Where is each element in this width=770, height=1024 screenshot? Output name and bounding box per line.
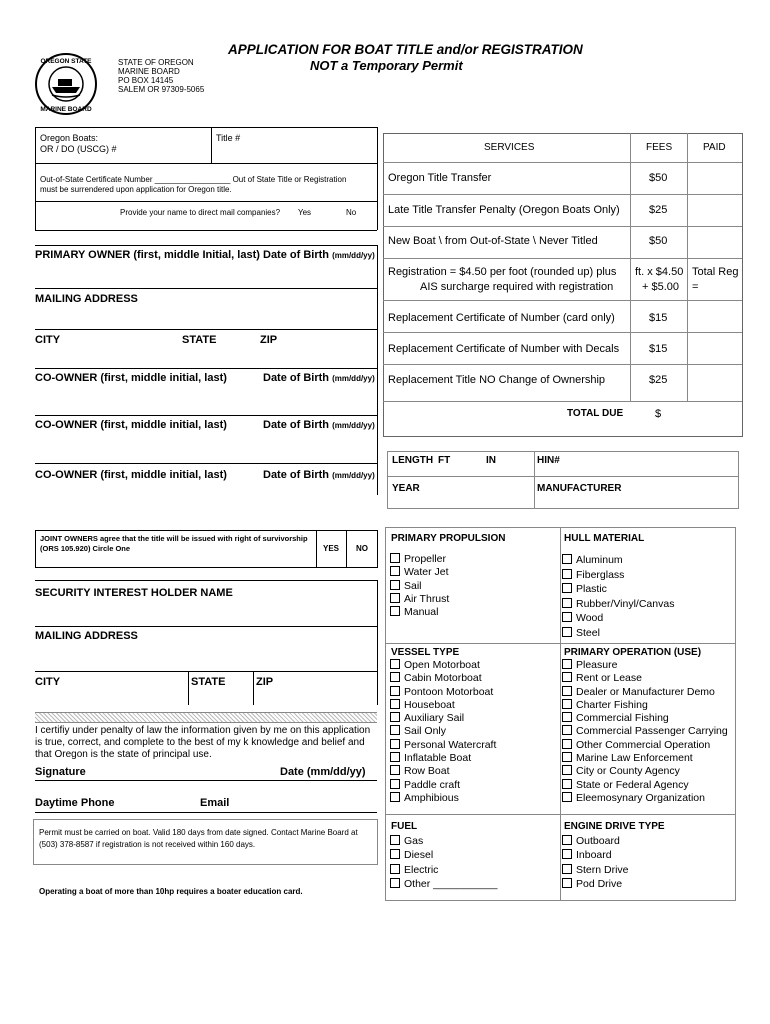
city-label: CITY <box>35 334 61 346</box>
oregon-marine-board-seal <box>34 52 98 116</box>
out-of-state-certificate-label: Out-of-State Certificate Number _________________ Out of State Title or Registration <box>40 175 347 184</box>
vessel-auxiliary-sail[interactable]: Auxiliary Sail <box>390 712 496 725</box>
fee-new-boat: $50 <box>649 235 668 247</box>
fee-late-title-penalty: $25 <box>649 204 668 216</box>
total-reg-equals: = <box>692 281 699 293</box>
joint-owners-yes[interactable]: YES <box>323 544 340 553</box>
co-owner-3-label: CO-OWNER (first, middle initial, last) <box>35 469 227 481</box>
paid-replacement-title[interactable] <box>690 368 738 396</box>
fees-header: FEES <box>646 142 673 153</box>
service-replacement-card: Replacement Certificate of Number (card only) <box>388 312 615 324</box>
zip-label: ZIP <box>260 334 278 346</box>
propulsion-propeller[interactable]: Propeller <box>390 553 449 566</box>
primary-propulsion-list <box>390 553 449 619</box>
operation-city-county-agency[interactable]: City or County Agency <box>562 765 728 778</box>
fuel-diesel[interactable]: Diesel <box>390 848 497 862</box>
agency-line-2: MARINE BOARD <box>118 67 180 76</box>
hull-steel[interactable]: Steel <box>562 626 674 641</box>
agency-line-3: PO BOX 14145 <box>118 76 174 85</box>
service-oregon-title-transfer: Oregon Title Transfer <box>388 172 492 184</box>
primary-owner-dob-label: Date of Birth (mm/dd/yy) <box>263 249 375 261</box>
operation-marine-law-enforcement[interactable]: Marine Law Enforcement <box>562 752 728 765</box>
out-of-state-surrender-note: must be surrendered upon application for Oregon title. <box>40 185 232 194</box>
paid-header: PAID <box>703 142 726 153</box>
paid-replacement-decals[interactable] <box>690 336 738 362</box>
fuel-other[interactable]: Other ___________ <box>390 877 497 891</box>
mailing-address-label: MAILING ADDRESS <box>35 293 138 305</box>
service-new-boat: New Boat \ from Out-of-State \ Never Titled <box>388 235 598 247</box>
engine-drive-list <box>562 834 629 891</box>
operation-pleasure[interactable]: Pleasure <box>562 659 728 672</box>
title-number-label: Title # <box>216 133 241 143</box>
fuel-gas[interactable]: Gas <box>390 834 497 848</box>
fuel-heading: FUEL <box>391 821 418 832</box>
mailing-address-input[interactable] <box>35 307 375 327</box>
vessel-houseboat[interactable]: Houseboat <box>390 699 496 712</box>
service-replacement-title: Replacement Title NO Change of Ownership <box>388 374 606 386</box>
vessel-paddle-craft[interactable]: Paddle craft <box>390 779 496 792</box>
drive-pod-drive[interactable]: Pod Drive <box>562 877 629 891</box>
hull-fiberglass[interactable]: Fiberglass <box>562 568 674 583</box>
daytime-phone-label: Daytime Phone <box>35 797 115 809</box>
operation-rent-or-lease[interactable]: Rent or Lease <box>562 672 728 685</box>
security-state-label: STATE <box>191 676 226 688</box>
vessel-open-motorboat[interactable]: Open Motorboat <box>390 659 496 672</box>
vessel-type-list <box>390 659 496 805</box>
divider-band <box>35 712 377 723</box>
security-mailing-address-input[interactable] <box>35 644 375 668</box>
operation-commercial-fishing[interactable]: Commercial Fishing <box>562 712 728 725</box>
co-owner-1-input[interactable] <box>35 386 375 412</box>
vessel-row-boat[interactable]: Row Boat <box>390 765 496 778</box>
co-owner-2-label: CO-OWNER (first, middle initial, last) <box>35 419 227 431</box>
hull-wood[interactable]: Wood <box>562 611 674 626</box>
fuel-list <box>390 834 497 891</box>
propulsion-manual[interactable]: Manual <box>390 606 449 619</box>
drive-outboard[interactable]: Outboard <box>562 834 629 848</box>
fee-registration-ais: + $5.00 <box>642 281 680 293</box>
direct-mail-question: Provide your name to direct mail companies? <box>120 208 281 217</box>
hull-rubber-vinyl-canvas[interactable]: Rubber/Vinyl/Canvas <box>562 597 674 612</box>
vessel-sail-only[interactable]: Sail Only <box>390 725 496 738</box>
boater-education-note: Operating a boat of more than 10hp requires a boater education card. <box>39 887 303 896</box>
signature-label: Signature <box>35 766 86 778</box>
vessel-inflatable-boat[interactable]: Inflatable Boat <box>390 752 496 765</box>
service-registration-ais: AIS surcharge required with registration <box>420 281 614 293</box>
vessel-type-heading: VESSEL TYPE <box>391 647 460 658</box>
joint-owners-text-2: (ORS 105.920) Circle One <box>40 544 131 553</box>
email-label: Email <box>200 797 230 809</box>
agency-line-1: STATE OF OREGON <box>118 58 194 67</box>
propulsion-sail[interactable]: Sail <box>390 580 449 593</box>
primary-owner-input[interactable] <box>35 263 375 285</box>
security-interest-label: SECURITY INTEREST HOLDER NAME <box>35 587 233 599</box>
security-zip-label: ZIP <box>256 676 274 688</box>
operation-other-commercial[interactable]: Other Commercial Operation <box>562 739 728 752</box>
length-label: LENGTH <box>392 455 434 466</box>
vessel-personal-watercraft[interactable]: Personal Watercraft <box>390 739 496 752</box>
svg-text:MARINE BOARD: MARINE BOARD <box>40 106 92 113</box>
manufacturer-label: MANUFACTURER <box>537 483 622 494</box>
manufacturer-input[interactable] <box>620 480 734 504</box>
length-ft-label: FT <box>438 455 451 466</box>
hull-material-list <box>562 553 674 640</box>
operation-charter-fishing[interactable]: Charter Fishing <box>562 699 728 712</box>
security-city-label: CITY <box>35 676 61 688</box>
services-header: SERVICES <box>484 142 535 153</box>
signature-input[interactable] <box>90 764 270 780</box>
paid-oregon-title-transfer[interactable] <box>690 166 738 192</box>
direct-mail-no[interactable]: No <box>346 208 357 217</box>
total-reg-label: Total Reg <box>692 266 739 278</box>
vessel-cabin-motorboat[interactable]: Cabin Motorboat <box>390 672 496 685</box>
fee-replacement-title: $25 <box>649 374 668 386</box>
form-subtitle: NOT a Temporary Permit <box>310 58 463 73</box>
security-mailing-address-label: MAILING ADDRESS <box>35 630 138 642</box>
co-owner-1-label: CO-OWNER (first, middle initial, last) <box>35 372 227 384</box>
hin-label: HIN# <box>537 455 560 466</box>
primary-owner-label: PRIMARY OWNER (first, middle Initial, last) <box>35 249 260 261</box>
title-number-input[interactable] <box>250 130 374 160</box>
total-due-symbol: $ <box>655 408 662 420</box>
operation-dealer-demo[interactable]: Dealer or Manufacturer Demo <box>562 686 728 699</box>
hull-material-heading: HULL MATERIAL <box>564 533 645 544</box>
total-due-label: TOTAL DUE <box>567 408 624 419</box>
fee-oregon-title-transfer: $50 <box>649 172 668 184</box>
drive-stern-drive[interactable]: Stern Drive <box>562 863 629 877</box>
paid-late-title-penalty[interactable] <box>690 198 738 224</box>
primary-operation-heading: PRIMARY OPERATION (USE) <box>564 647 702 658</box>
hull-aluminum[interactable]: Aluminum <box>562 553 674 568</box>
direct-mail-yes[interactable]: Yes <box>298 208 312 217</box>
operation-commercial-passenger[interactable]: Commercial Passenger Carrying <box>562 725 728 738</box>
fee-registration: ft. x $4.50 <box>635 266 684 278</box>
primary-propulsion-heading: PRIMARY PROPULSION <box>391 533 506 544</box>
or-do-uscg-input[interactable] <box>130 140 208 158</box>
length-in-label: IN <box>486 455 496 466</box>
propulsion-air-thrust[interactable]: Air Thrust <box>390 593 449 606</box>
paid-replacement-card[interactable] <box>690 304 738 330</box>
operation-state-federal-agency[interactable]: State or Federal Agency <box>562 779 728 792</box>
hin-input[interactable] <box>562 453 734 473</box>
co-owner-3-input[interactable] <box>35 483 375 495</box>
operation-eleemosynary[interactable]: Eleemosynary Organization <box>562 792 728 805</box>
fuel-electric[interactable]: Electric <box>390 863 497 877</box>
certification-statement: I certifiy under penalty of law the information given by me on this application is true, correct, and complete to the best of my k knowledge and belief and that Oregon is the state of principal use. <box>35 725 371 760</box>
service-replacement-decals: Replacement Certificate of Number with Decals <box>388 343 620 355</box>
permit-note-line-1: Permit must be carried on boat. Valid 180 days from date signed. Contact Marine Board at <box>39 828 358 837</box>
or-do-uscg-label: OR / DO (USCG) # <box>40 144 117 154</box>
permit-note-line-2: (503) 378-8587 if registration is not received within 160 days. <box>39 840 256 849</box>
agency-line-4: SALEM OR 97309-5065 <box>118 85 205 94</box>
fee-replacement-decals: $15 <box>649 343 668 355</box>
oregon-boats-label: Oregon Boats: <box>40 133 99 143</box>
date-label: Date (mm/dd/yy) <box>280 766 366 778</box>
propulsion-water-jet[interactable]: Water Jet <box>390 566 449 579</box>
joint-owners-text-1: JOINT OWNERS agree that the title will be issued with right of survivorship <box>40 534 308 543</box>
state-label: STATE <box>182 334 217 346</box>
co-owner-2-dob-label: Date of Birth (mm/dd/yy) <box>263 419 375 431</box>
hull-plastic[interactable]: Plastic <box>562 582 674 597</box>
paid-new-boat[interactable] <box>690 229 738 255</box>
svg-text:OREGON STATE: OREGON STATE <box>40 58 92 65</box>
joint-owners-no[interactable]: NO <box>356 544 368 553</box>
form-title: APPLICATION FOR BOAT TITLE and/or REGISTRATION <box>228 42 583 57</box>
co-owner-3-dob-label: Date of Birth (mm/dd/yy) <box>263 469 375 481</box>
vessel-amphibious[interactable]: Amphibious <box>390 792 496 805</box>
service-registration: Registration = $4.50 per foot (rounded up) plus <box>388 266 617 278</box>
co-owner-1-dob-label: Date of Birth (mm/dd/yy) <box>263 372 375 384</box>
service-late-title-penalty: Late Title Transfer Penalty (Oregon Boats Only) <box>388 204 620 216</box>
year-label: YEAR <box>392 483 420 494</box>
drive-inboard[interactable]: Inboard <box>562 848 629 862</box>
co-owner-2-input[interactable] <box>35 433 375 459</box>
primary-operation-list <box>562 659 728 805</box>
security-interest-input[interactable] <box>35 600 375 624</box>
engine-drive-heading: ENGINE DRIVE TYPE <box>564 821 665 832</box>
fee-replacement-card: $15 <box>649 312 668 324</box>
vessel-pontoon-motorboat[interactable]: Pontoon Motorboat <box>390 686 496 699</box>
